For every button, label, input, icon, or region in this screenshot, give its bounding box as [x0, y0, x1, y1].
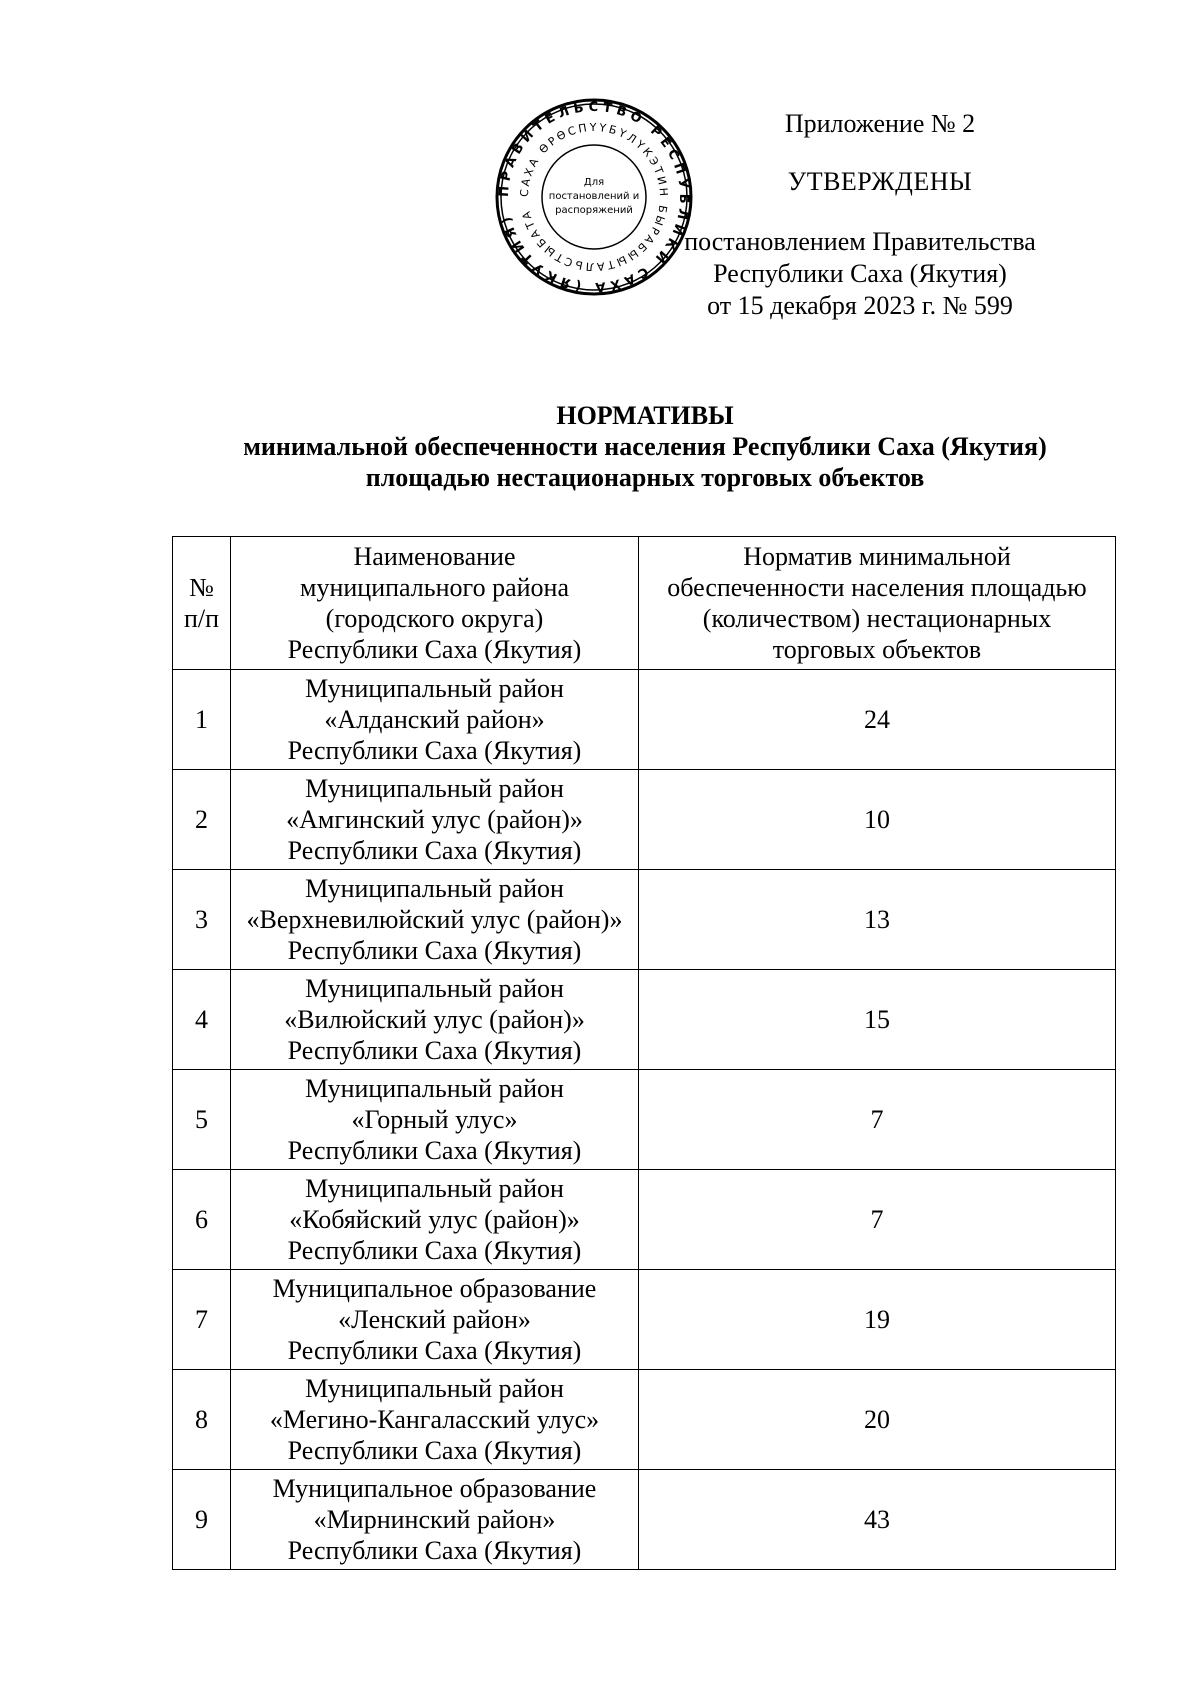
header-district-name	[231, 537, 639, 670]
district-name-line: «Мирнинский район»	[313, 1505, 556, 1534]
district-name-line: Республики Саха (Якутия)	[287, 1136, 582, 1165]
row-number: 6	[173, 1170, 231, 1270]
row-district-name	[231, 970, 639, 1070]
decree-line-3: от 15 декабря 2023 г. № 599	[707, 291, 1013, 320]
table-row	[173, 1270, 1116, 1370]
header-number-line-1: №	[189, 573, 214, 602]
district-name-line: Муниципальный район	[305, 874, 564, 903]
table-row	[173, 1470, 1116, 1570]
title-line-1: НОРМАТИВЫ	[556, 401, 734, 430]
header-number	[173, 537, 231, 670]
row-norm-value: 7	[639, 1070, 1116, 1170]
row-norm-value: 19	[639, 1270, 1116, 1370]
decree-line-2: Республики Саха (Якутия)	[713, 259, 1007, 288]
header-name-line-4: Республики Саха (Якутия)	[287, 635, 582, 664]
seal-center-line-1: Для	[583, 177, 605, 188]
district-name-line: Муниципальное образование	[272, 1474, 597, 1503]
row-number: 4	[173, 970, 231, 1070]
row-number: 1	[173, 670, 231, 770]
decree-line-1: постановлением Правительства	[684, 227, 1036, 256]
norms-table	[172, 536, 1116, 1570]
district-name-line: Республики Саха (Якутия)	[287, 836, 582, 865]
header-norm-line-3: (количеством) нестационарных	[702, 604, 1052, 633]
district-name-line: «Алданский район»	[324, 705, 545, 734]
row-district-name	[231, 1470, 639, 1570]
table-row	[173, 1070, 1116, 1170]
district-name-line: Муниципальный район	[305, 1374, 564, 1403]
row-norm-value: 7	[639, 1170, 1116, 1270]
row-number: 9	[173, 1470, 231, 1570]
district-name-line: «Горный улус»	[351, 1105, 518, 1134]
district-name-line: «Кобяйский улус (район)»	[289, 1205, 580, 1234]
district-name-line: Муниципальный район	[305, 974, 564, 1003]
district-name-line: «Мегино-Кангаласский улус»	[269, 1405, 600, 1434]
seal-center-line-2: постановлений и	[548, 191, 640, 202]
approved-label: УТВЕРЖДЕНЫ	[787, 167, 973, 196]
header-norm-line-4: торговых объектов	[772, 635, 982, 664]
header-norm	[639, 537, 1116, 670]
header-name-line-2: муниципального района	[300, 573, 569, 602]
district-name-line: Республики Саха (Якутия)	[287, 1036, 582, 1065]
district-name-line: «Верхневилюйский улус (район)»	[246, 905, 623, 934]
table-header-row	[173, 537, 1116, 670]
row-norm-value: 24	[639, 670, 1116, 770]
seal-inner-text: САХА ӨРӨСПҮҮБҮЛҮКЭТИН БЫРАБЫЫТАЛЬСТЫБАТА	[517, 120, 671, 274]
approval-block	[660, 108, 1060, 322]
table-row	[173, 770, 1116, 870]
row-number: 5	[173, 1070, 231, 1170]
row-district-name	[231, 770, 639, 870]
row-norm-value: 10	[639, 770, 1116, 870]
table-row	[173, 970, 1116, 1070]
district-name-line: Республики Саха (Якутия)	[287, 1536, 582, 1565]
seal-outer-text: ПРАВИТЕЛЬСТВО РЕСПУБЛИКИ САХА (ЯКУТИЯ)	[496, 99, 692, 295]
table-row	[173, 1370, 1116, 1470]
header-name-line-3: (городского округа)	[325, 604, 544, 633]
header-name-line-1: Наименование	[353, 542, 516, 571]
row-norm-value: 20	[639, 1370, 1116, 1470]
seal-center-line-3: распоряжений	[555, 205, 633, 216]
district-name-line: «Вилюйский улус (район)»	[284, 1005, 585, 1034]
title-line-3: площадью нестационарных торговых объектов	[365, 463, 925, 492]
row-number: 2	[173, 770, 231, 870]
table-row	[173, 1170, 1116, 1270]
row-district-name	[231, 1070, 639, 1170]
row-district-name	[231, 870, 639, 970]
header-norm-line-2: обеспеченности населения площадью	[667, 573, 1087, 602]
district-name-line: Муниципальный район	[305, 774, 564, 803]
district-name-line: Муниципальный район	[305, 1174, 564, 1203]
table-row	[173, 670, 1116, 770]
district-name-line: Республики Саха (Якутия)	[287, 736, 582, 765]
row-number: 3	[173, 870, 231, 970]
row-district-name	[231, 670, 639, 770]
row-district-name	[231, 1270, 639, 1370]
row-district-name	[231, 1370, 639, 1470]
document-title	[170, 400, 1120, 493]
row-norm-value: 13	[639, 870, 1116, 970]
row-number: 8	[173, 1370, 231, 1470]
table-row	[173, 870, 1116, 970]
appendix-number: Приложение № 2	[784, 109, 976, 138]
row-number: 7	[173, 1270, 231, 1370]
row-norm-value: 15	[639, 970, 1116, 1070]
header-norm-line-1: Норматив минимальной	[743, 542, 1011, 571]
row-district-name	[231, 1170, 639, 1270]
district-name-line: Республики Саха (Якутия)	[287, 1336, 582, 1365]
title-line-2: минимальной обеспеченности населения Республики Саха (Якутия)	[243, 432, 1047, 461]
district-name-line: Муниципальное образование	[272, 1274, 597, 1303]
district-name-line: Республики Саха (Якутия)	[287, 1236, 582, 1265]
district-name-line: «Ленский район»	[338, 1305, 531, 1334]
district-name-line: Республики Саха (Якутия)	[287, 936, 582, 965]
district-name-line: Муниципальный район	[305, 674, 564, 703]
district-name-line: Республики Саха (Якутия)	[287, 1436, 582, 1465]
district-name-line: «Амгинский улус (район)»	[286, 805, 583, 834]
district-name-line: Муниципальный район	[305, 1074, 564, 1103]
header-number-line-2: п/п	[183, 604, 220, 633]
row-norm-value: 43	[639, 1470, 1116, 1570]
